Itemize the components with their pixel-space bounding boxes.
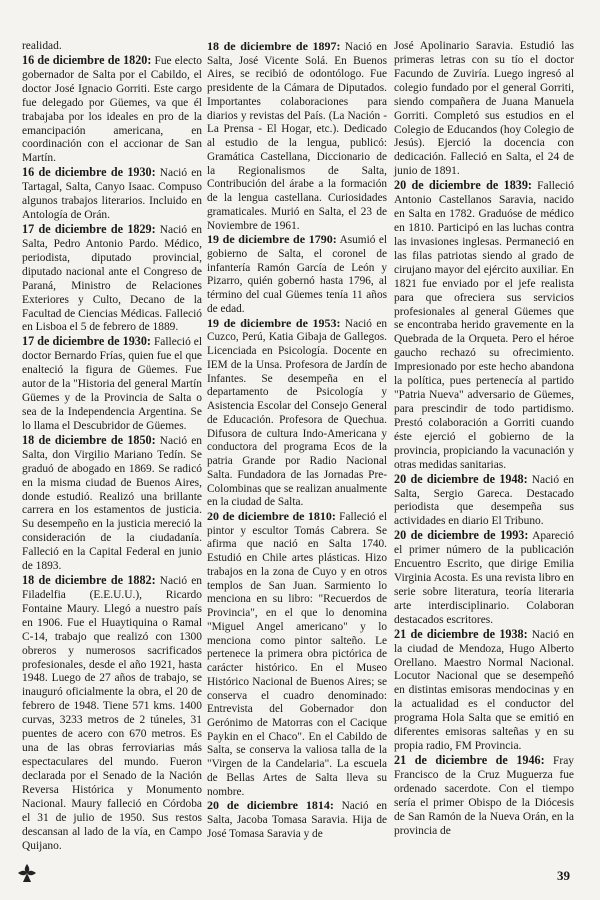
entry-text: Nació en Salta, Jacoba Tomasa Saravia. Hija de José Tomasa Saravia y de xyxy=(207,800,387,840)
entry-date: 20 de diciembre de 1948: xyxy=(394,471,528,486)
date-entry xyxy=(207,510,387,799)
entry-date: 17 de diciembre de 1930: xyxy=(22,334,151,349)
entry-date: 20 de diciembre de 1993: xyxy=(394,528,529,543)
entry-text: Nació en Tartagal, Salta, Canyo Isaac. Compuso algunos trabajos literarios. Incluido en Antología de Orán. xyxy=(22,167,202,222)
column-2 xyxy=(207,40,387,842)
date-entry xyxy=(394,473,574,530)
entry-text: realidad. xyxy=(22,40,62,52)
date-entry xyxy=(207,233,387,316)
date-entry xyxy=(22,54,202,166)
date-entry xyxy=(207,799,387,841)
entry-text: Falleció el doctor Bernardo Frías, quien fue el que enalteció la figura de Güemes. Fue autor de la "Historia del general Martín Güemes y de la Provincia de Salta o sea de la Independencia Argentina. Se lo llama el Descubridor de Güemes. xyxy=(22,336,202,432)
date-entry xyxy=(22,574,202,853)
date-entry xyxy=(207,317,387,510)
date-entry xyxy=(394,754,574,839)
entry-text: Apareció el primer número de la publicación Encuentro Escrito, que dirige Emilia Virginia Acosta. Es una revista libro en serie sobre literatura, teoría literaria arte interdisciplinario. Colaboran destacados escritores. xyxy=(394,530,574,626)
date-entry xyxy=(22,40,202,54)
entry-date: 20 de diciembre de 1810: xyxy=(207,508,336,523)
entry-date: 19 de diciembre de 1790: xyxy=(207,232,337,247)
column-1 xyxy=(22,40,202,853)
entry-text: José Apolinario Saravia. Estudió las primeras letras con su tío el doctor Facundo de Zuviría. Luego ingresó al colegio fundado por el general Gorriti, siendo compañera de Juana Manuela Gorriti. Completó sus estudios en el Colegio de Educandos (hoy Colegio de Jesús). Ejerció la docencia con dedicación. Falleció en Salta, el 24 de junio de 1891. xyxy=(394,40,574,178)
date-entry xyxy=(22,335,202,433)
entry-text: Fue electo gobernador de Salta por el Cabildo, el doctor José Ignacio Gorriti. Este cargo fue delegado por Güemes, va que él trabajaba por los ideales en pro de la emancipación americana, en coordinación con el accionar de San Martín. xyxy=(22,54,202,165)
entry-text: Nació en Filadelfia (E.E.U.U.), Ricardo Fontaine Maury. Llegó a nuestro país en 1906. Fue el Huaytiquina o Ramal C-14, trabajo que realizó con 1300 obreros y numerosos sacrificados profesionales, desde el año 1921, hasta 1948. Luego de 27 años de trabajo, se inauguró oficialmente la obra, el 20 de febrero de 1948. Tiene 571 kms. 1400 curvas, 3233 metros de 2 túneles, 31 puentes de acero con 670 metros. Es una de las obras ferroviarias más espectaculares del mundo. Fueron declarada por el Senado de la Nación Reversa Histórica y Monumento Nacional. Maury falleció en Córdoba el 31 de julio de 1950. Sus restos descansan al lado de la vía, en Campo Quijano. xyxy=(22,575,202,852)
entry-text: Nació en Salta, Sergio Gareca. Destacado periodista que desempeña sus actividades en diario El Tribuno. xyxy=(394,473,574,528)
date-entry xyxy=(394,179,574,472)
entry-date: 21 de diciembre de 1938: xyxy=(394,626,528,641)
date-entry xyxy=(394,529,574,627)
date-entry xyxy=(207,40,387,233)
entry-date: 18 de diciembre de 1850: xyxy=(22,432,156,447)
entry-date: 18 de diciembre de 1882: xyxy=(22,573,156,588)
entry-date: 20 de diciembre de 1839: xyxy=(394,178,532,193)
entry-text: Nació en Cuzco, Perú, Katia Gibaja de Gallegos. Licenciada en Psicología. Docente en IEM de la Unsa. Profesora de Jardín de Infantes. Se desempeña en el departamento de Psicología y Asistencia Escolar del Consejo General de Educación. Profesora de Quechua. Difusora de cultura Indo-Americana y conductora del programa Ecos de la patria Grande por Radio Nacional Salta. Fundadora de las Jornadas Pre-Colombinas que se realizan anualmente en la ciudad de Salta. xyxy=(207,317,387,509)
entry-date: 16 de diciembre de 1930: xyxy=(22,165,156,180)
date-entry xyxy=(22,166,202,223)
entry-text: Nació en Salta, José Vicente Solá. En Buenos Aires, se recibió de odontólogo. Fue presidente de la Cámara de Diputados. Importantes colaboraciones para diarios y revistas del País. (La Nación - La Prensa - El Hogar, etc.). Dedicado al estudio de la lengua, publicó: Gramática Castellana, Diccionario de la Regionalismos de Salta, Contribución del árabe a la formación de la lengua castellana. Curiosidades gramaticales. Murió en Salta, el 23 de Noviembre de 1961. xyxy=(207,41,387,232)
date-entry xyxy=(394,628,574,754)
entry-date: 19 de diciembre de 1953: xyxy=(207,315,341,330)
fleur-ornament-icon xyxy=(16,862,38,884)
entry-date: 18 de diciembre de 1897: xyxy=(207,39,341,53)
entry-text: Nació en la ciudad de Mendoza, Hugo Alberto Orellano. Maestro Normal Nacional. Locutor Nacional que se desempeñó en distintas emisoras mendocinas y en la actualidad es el conductor del programa Hola Salta que se emitió en diferentes emisoras salteñas y en su propia radio, FM Provincia. xyxy=(394,628,574,753)
entry-text: Falleció Antonio Castellanos Saravia, nacido en Salta en 1782. Graduóse de médico en 1810. Participó en las luchas contra las invasiones inglesas. Permaneció en las filas patriotas siendo al grado de cirujano mayor del ejército auxiliar. En 1821 fue enviado por el jefe realista para que ofreciera sus servicios profesionales al general Güemes que se encontraba herido gravemente en la Quebrada de la Orqueta. Pero el héroe gaucho rechazó su ofrecimiento. Impresionado por este hecho abandona la política, pues pertenecía al partido "Patria Nueva" adversario de Güemes, para prescindir de todo partidismo. Prestó colaboración a Gorriti cuando éste ejerció el gobierno de la provincia, propiciando la vacunación y otras medidas sanitarias. xyxy=(394,180,574,471)
entry-text: Nació en Salta, don Virgilio Mariano Tedín. Se graduó de abogado en 1869. Se radicó en la misma ciudad de Buenos Aires, donde estudió. Realizó una brillante carrera en los estamentos de justicia. Su desempeño en la justicia mereció la consideración de la ciudadanía. Falleció en la Capital Federal en junio de 1893. xyxy=(22,434,202,573)
column-3 xyxy=(394,40,574,839)
entry-date: 20 de diciembre 1814: xyxy=(207,798,334,813)
entry-text: Nació en Salta, Pedro Antonio Pardo. Médico, periodista, diputado provincial, diputado nacional ante el Congreso de Paraná, Ministro de Relaciones Exteriores y Culto, Decano de la Facultad de Ciencias Médicas. Falleció en Lisboa el 5 de febrero de 1889. xyxy=(22,223,202,334)
date-entry xyxy=(22,223,202,335)
date-entry xyxy=(22,434,202,574)
entry-text: Asumió el gobierno de Salta, el coronel de infantería Ramón García de León y Pizarro, quién gobernó hasta 1796, al término del cual Güemes tenía 11 años de edad. xyxy=(207,234,387,315)
entry-date: 21 de diciembre de 1946: xyxy=(394,753,545,768)
page-number: 39 xyxy=(557,868,570,883)
date-entry xyxy=(394,40,574,179)
entry-date: 16 de diciembre de 1820: xyxy=(22,52,152,67)
entry-text: Falleció el pintor y escultor Tomás Cabrera. Se afirma que nació en Salta 1740. Estudió en Chile artes plásticas. Hizo trabajos en la zona de Cuyo y en otros templos de San Juan. Sarmiento lo menciona en su libro: "Recuerdos de Provincia", en el que lo denomina "Miguel Angel americano" y lo menciona como pintor salteño. Le pertenece la primera obra pictórica de carácter histórico. En el Museo Histórico Nacional de Buenos Aires; se conserva el cuadro denominado: Entrevista del Gobernador don Gerónimo de Matorras con el Cacique Paykin en el Chaco". En el Cabildo de Salta, se conserva la valiosa talla de la "Virgen de la Candelaria". La escuela de Bellas Artes de Salta lleva su nombre. xyxy=(207,510,387,798)
entry-text: Fray Francisco de la Cruz Muguerza fue ordenado sacerdote. Con el tiempo sería el primer Obispo de la Diócesis de San Ramón de la Nueva Orán, en la provincia de xyxy=(394,755,574,837)
entry-date: 17 de diciembre de 1829: xyxy=(22,221,156,236)
